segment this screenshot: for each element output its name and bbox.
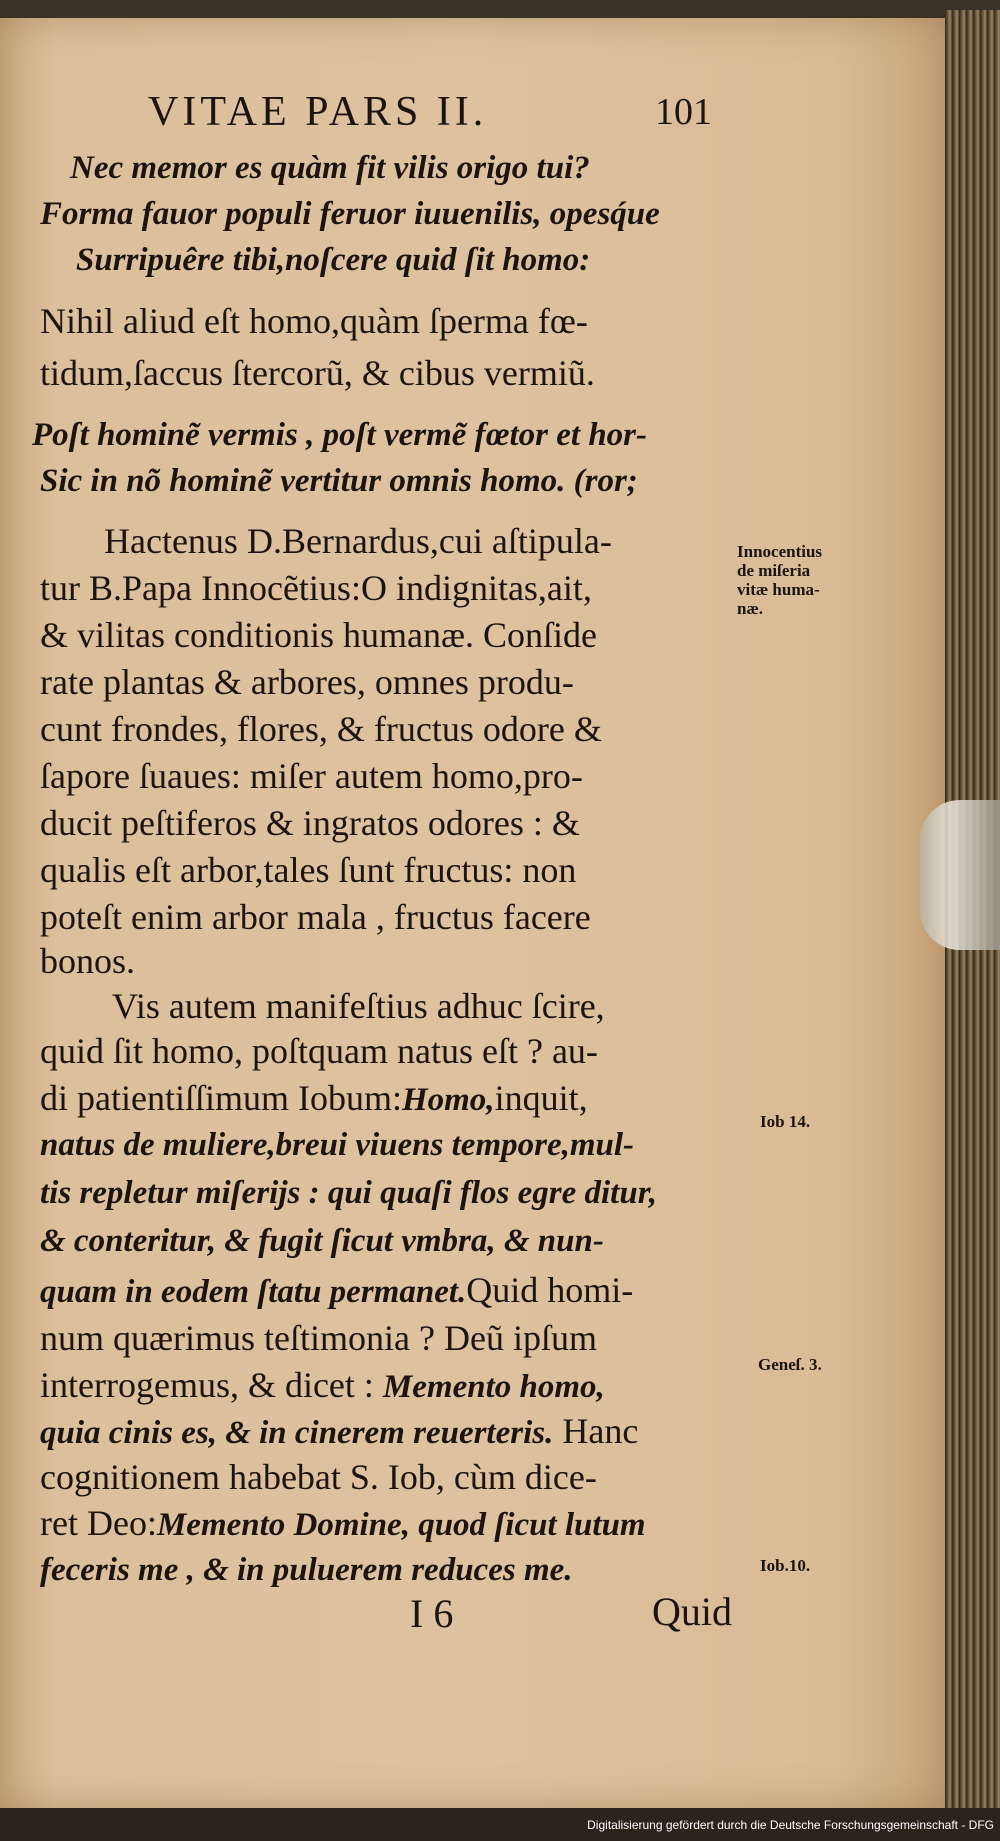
marginal-note-innocentius (737, 542, 822, 618)
verse1-line-3: Surripuêre tibi,noſcere quid ſit homo: (76, 242, 591, 278)
para3-line-12-italic: Memento Domine, quod ſicut lutum (156, 1507, 646, 1543)
para3-line-6-italic: & conteritur, & fugit ſicut vmbra, & nun- (40, 1223, 604, 1259)
para2-line-10: bonos. (40, 941, 136, 981)
para2-line-5: cunt frondes, flores, & fructus odore & (40, 709, 602, 749)
para2-line-9: poteſt enim arbor mala , fructus facere (40, 897, 591, 937)
marginal-note-genes3: Geneſ. 3. (758, 1355, 822, 1374)
signature-mark: I 6 (410, 1591, 454, 1636)
verse1-line-1: Nec memor es quàm fit vilis origo tui? (70, 150, 590, 186)
para3-line-5 (40, 1175, 657, 1212)
para2-line-7: ducit peſtiferos & ingratos odores : & (40, 803, 580, 843)
para3-line-8-roman: num quærimus teſtimonia ? Deũ ipſum (40, 1318, 597, 1358)
para2-line-4: rate plantas & arbores, omnes produ- (40, 662, 574, 702)
para3-line-11 (40, 1456, 597, 1498)
marginal-note-iob14: Iob 14. (760, 1112, 811, 1131)
marginal-note-innocentius-line-2: de miſeria (737, 561, 811, 580)
para3-line-4 (40, 1127, 634, 1164)
marginal-note-innocentius-line-4: næ. (737, 599, 763, 618)
para3-line-13 (40, 1552, 573, 1589)
para3-line-2 (40, 1030, 598, 1072)
para2-line-2: tur B.Papa Innocẽtius:O indignitas,ait, (40, 568, 592, 608)
verse2-line-1: Poſt hominẽ vermis , poſt vermẽ fœtor et hor- (32, 417, 648, 453)
para2-line-6: ſapore ſuaues: miſer autem homo,pro- (40, 756, 583, 796)
para2-line-3: & vilitas conditionis humanæ. Conſide (40, 615, 597, 655)
marginal-note-iob10: Iob.10. (760, 1556, 811, 1575)
para3-line-4-italic: natus de muliere,breui viuens tempore,mul- (40, 1127, 635, 1163)
para3-line-6 (40, 1223, 604, 1260)
para3-line-12 (40, 1502, 646, 1544)
para3-line-11-roman: cognitionem habebat S. Iob, cùm dice- (40, 1457, 597, 1497)
para3-line-13-italic: feceris me , & in puluerem reduces me. (40, 1552, 573, 1588)
para3-line-8 (40, 1317, 597, 1359)
verse2-line-2: Sic in nõ hominẽ vertitur omnis homo. (ror; (40, 463, 638, 499)
para3-line-7 (40, 1269, 633, 1311)
page-number: 101 (655, 91, 712, 133)
para2-line-8: qualis eſt arbor,tales ſunt fructus: non (40, 850, 577, 890)
marginal-note-innocentius-line-1: Innocentius (737, 542, 823, 561)
para1-line-1: Nihil aliud eſt homo,quàm ſperma fœ- (40, 301, 588, 341)
para3-line-3-italic: Homo, (401, 1082, 495, 1118)
para3-line-1-roman: Vis autem manifeſtius adhuc ſcire, (112, 986, 605, 1026)
para3-line-1 (112, 985, 605, 1027)
para3-line-3-roman: di patientiſſimum Iobum: (40, 1078, 402, 1118)
catchword: Quid (652, 1589, 732, 1634)
para1-line-2: tidum,ſaccus ſtercorũ, & cibus vermiũ. (40, 353, 595, 393)
running-title: VITAE PARS II. (148, 89, 488, 135)
para3-line-10 (40, 1410, 638, 1452)
page-clip (920, 800, 1000, 950)
para3-line-3 (40, 1077, 588, 1119)
para3-line-5-italic: tis repletur miſerijs : qui quaſi flos egre ditur, (40, 1175, 657, 1211)
para2-line-1: Hactenus D.Bernardus,cui aſtipula- (104, 521, 612, 561)
para3-line-7-roman-after: Quid homi- (466, 1270, 634, 1310)
para3-line-7-italic: quam in eodem ſtatu permanet. (40, 1274, 467, 1310)
para3-line-9-italic: Memento homo, (382, 1369, 605, 1405)
digitization-credit: Digitalisierung gefördert durch die Deutsche Forschungsgemeinschaft - DFG (587, 1818, 994, 1832)
verse1-line-2: Forma fauor populi feruor iuuenilis, opesq́ue (40, 196, 660, 232)
para3-line-10-roman-after: Hanc (553, 1411, 639, 1451)
para3-line-3-roman-after: inquit, (494, 1078, 588, 1118)
para3-line-10-italic: quia cinis es, & in cinerem reuerteris. (40, 1415, 554, 1451)
para3-line-9 (40, 1364, 605, 1406)
para3-line-9-roman: interrogemus, & dicet : (40, 1365, 383, 1405)
para3-line-12-roman: ret Deo: (40, 1503, 157, 1543)
marginal-note-innocentius-line-3: vitæ huma- (737, 580, 820, 599)
para3-line-2-roman: quid ſit homo, poſtquam natus eſt ? au- (40, 1031, 598, 1071)
